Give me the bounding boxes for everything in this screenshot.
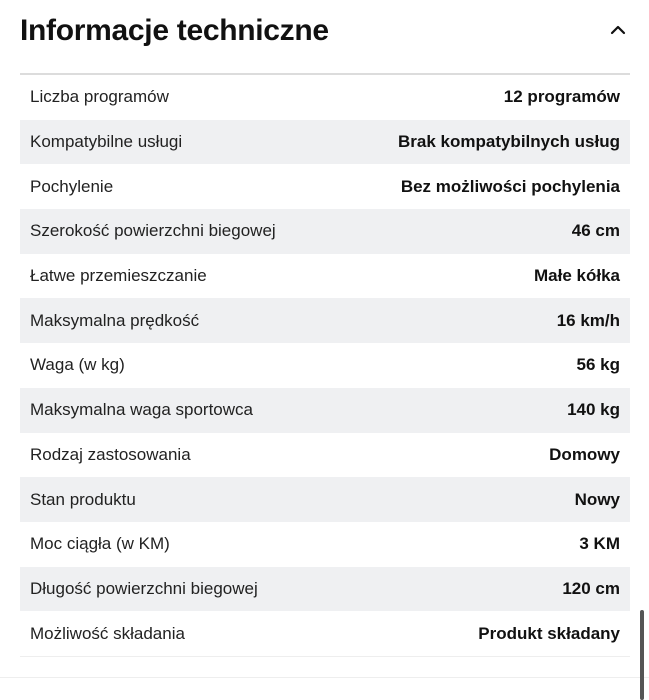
spec-value: 12 programów [503, 87, 620, 107]
spec-row [20, 298, 630, 343]
spec-row [20, 433, 630, 478]
chevron-up-icon[interactable] [606, 18, 630, 42]
section-title: Informacje techniczne [20, 14, 329, 47]
spec-label: Rodzaj zastosowania [30, 444, 191, 464]
spec-value: 140 kg [567, 400, 620, 420]
spec-row [20, 611, 630, 656]
spec-row [20, 567, 630, 612]
spec-row [20, 477, 630, 522]
spec-label: Łatwe przemieszczanie [30, 266, 207, 286]
spec-label: Możliwość składania [30, 623, 185, 643]
spec-row [20, 522, 630, 567]
spec-value: 56 kg [576, 355, 620, 375]
spec-value: Produkt składany [478, 623, 620, 643]
spec-label: Pochylenie [30, 176, 114, 196]
section-header[interactable] [0, 0, 649, 74]
spec-label: Maksymalna prędkość [30, 310, 200, 330]
spec-label: Waga (w kg) [30, 355, 125, 375]
spec-value: Nowy [574, 489, 620, 509]
spec-value: 16 km/h [556, 310, 620, 330]
spec-label: Szerokość powierzchni biegowej [30, 221, 276, 241]
spec-label: Długość powierzchni biegowej [30, 578, 258, 598]
spec-row [20, 343, 630, 388]
table-divider [20, 656, 630, 657]
spec-value: 3 KM [579, 534, 620, 554]
spec-value: Domowy [549, 444, 620, 464]
spec-value: Małe kółka [534, 266, 620, 286]
spec-row [20, 120, 630, 165]
spec-label: Liczba programów [30, 87, 169, 107]
spec-value: Brak kompatybilnych usług [398, 132, 620, 152]
scrollbar[interactable] [640, 610, 644, 700]
spec-row [20, 75, 630, 120]
spec-row [20, 209, 630, 254]
spec-value: 46 cm [571, 221, 620, 241]
spec-row [20, 164, 630, 209]
spec-value: Bez możliwości pochylenia [400, 176, 620, 196]
spec-row [20, 254, 630, 299]
spec-row [20, 388, 630, 433]
spec-label: Stan produktu [30, 489, 136, 509]
spec-label: Moc ciągła (w KM) [30, 534, 170, 554]
spec-label: Kompatybilne usługi [30, 132, 183, 152]
spec-label: Maksymalna waga sportowca [30, 400, 253, 420]
specs-table [20, 75, 630, 656]
page-divider [0, 677, 649, 678]
spec-value: 120 cm [562, 578, 620, 598]
